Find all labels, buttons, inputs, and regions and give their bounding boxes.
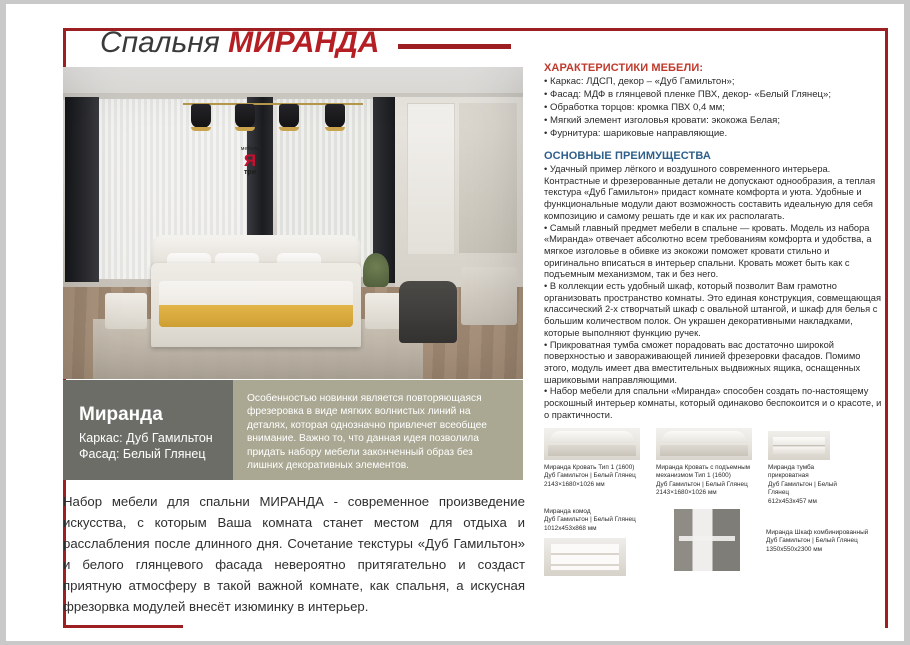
page-border-right (885, 28, 888, 628)
product-caption-dims: 2143×1680×1026 мм (544, 480, 605, 488)
product-caption-decor: Дуб Гамильтон | Белый Глянец (768, 480, 837, 497)
spec-item: • Фурнитура: шариковые направляющие. (544, 128, 884, 140)
right-column (544, 62, 884, 422)
spec-item: • Фасад: МДФ в глянцевой пленке ПВХ, декор- «Белый Глянец»; (544, 89, 884, 101)
advantage-item: • Набор мебели для спальни «Миранда» способен создать по-настоящему роскошный интерьер комнаты, который одинаково беспокоится и о красоте, и о практичности. (544, 386, 884, 421)
product-caption (768, 464, 838, 506)
page-title-prefix: Спальня (100, 26, 229, 59)
product-caption-decor: Дуб Гамильтон | Белый Глянец (656, 480, 748, 488)
product-thumb-chest (544, 538, 626, 576)
product-caption (544, 508, 640, 533)
product-caption-decor: Дуб Гамильтон | Белый Глянец (544, 472, 636, 480)
product-caption-dims: 612x453x457 мм (768, 497, 817, 505)
lead-paragraph: Набор мебели для спальни МИРАНДА - современное произведение искусства, с которым Ваша комната станет местом для отдыха и расслабления после длинного дня. Сочетание текстуры «Дуб Гамильтон» и белого глянцевого фасада невероятно притягательно и создаст приятную атмосферу в такой важной комнате, как спальня, а искусная фрезорвка модулей внесёт изюминку в интерьер. (63, 494, 525, 614)
advantage-item: • Самый главный предмет мебели в спальне — кровать. Модель из набора «Миранда» отвечает абсолютно всем требованиям комфорта и удобства, а мягкое изголовье в обивке из экокожи поможет кровати стильно и оригинально вписаться в интерьер спальни. Кровать может быть как с подъемным механизмом, так и без него. (544, 223, 884, 282)
product-caption-name: Миранда тумба прикроватная (768, 464, 815, 480)
product-caption-decor: Дуб Гамильтон | Белый Глянец (544, 516, 636, 524)
product-label-bar (63, 380, 523, 480)
page-title (100, 26, 379, 60)
logo-line-3: три (243, 169, 256, 176)
product-caption-dims: 2143×1680×1026 мм (656, 489, 717, 497)
catalog-page (6, 4, 904, 641)
brand-logo (233, 147, 267, 179)
product-label-block (63, 380, 233, 480)
logo-line-2: Я (243, 151, 257, 170)
product-caption (766, 529, 882, 554)
product-thumb-bed-lift (656, 428, 752, 460)
specs-heading: ХАРАКТЕРИСТИКИ МЕБЕЛИ: (544, 62, 704, 74)
product-caption (656, 464, 752, 498)
page-title-brand: МИРАНДА (228, 26, 380, 59)
product-caption (544, 464, 640, 489)
logo-line-1: мебель (240, 146, 260, 152)
product-card-bed (544, 428, 640, 489)
product-thumb-wardrobe (674, 509, 740, 571)
advantages-heading: ОСНОВНЫЕ ПРЕИМУЩЕСТВА (544, 150, 711, 163)
product-caption-name: Миранда Кровать Тип 1 (1600) (544, 464, 635, 471)
spec-item: • Обработка торцов: кромка ПВХ 0,4 мм; (544, 102, 884, 114)
spec-item: • Мягкий элемент изголовья кровати: экокожа Белая; (544, 115, 884, 127)
advantage-item: • В коллекции есть удобный шкаф, который позволит Вам грамотно организовать пространство комнаты. Это единая конструкция, совмещающая классический 2-х створчатый шкаф с овальной штангой, и шкаф для белья с большим количеством полок. Он украшен декоративными накладками, которые выполняют функцию ручек. (544, 281, 884, 340)
product-thumb-bed (544, 428, 640, 460)
product-karkas: Каркас: Дуб Гамильтон (79, 431, 213, 445)
product-card-chest (544, 508, 640, 576)
product-caption-decor: Дуб Гамильтон | Белый Глянец (766, 537, 858, 545)
specs-list (544, 76, 884, 140)
advantage-item: • Удачный пример лёгкого и воздушного современного интерьера. Контрастные и фрезерованные детали не допускают однообразия, а теплая текстура «Дуб Гамильтон» придаст комнате комфорта и уюта. Удобные и функциональные модули дают возможность составить идеальную для себя композицию и самому решать где и как их располагать. (544, 164, 884, 223)
product-feature-note: Особенностью новинки является повторяющаяся фрезеровка в виде мягких волнистых линий на деталях, которая однозначно привлечет всеобщее внимание. Важно то, что данная идея позволила придать набору мебели законченный образ без лишних декоративных элементов. (233, 380, 523, 480)
title-rule (398, 44, 511, 49)
page-border-bottom (63, 625, 183, 628)
product-caption-dims: 1012x453x868 мм (544, 524, 597, 532)
product-card-nightstand (768, 431, 838, 506)
product-thumb-nightstand (768, 431, 830, 460)
product-fasad: Фасад: Белый Глянец (79, 447, 206, 461)
product-name: Миранда (79, 404, 163, 425)
product-caption-name: Миранда Кровать с подъемным механизмом Тип 1 (1600) (656, 464, 751, 480)
advantage-item: • Прикроватная тумба сможет порадовать вас достаточно широкой поверхностью и завораживающей линией фрезеровки фасадов. Помимо этого, модуль имеет два вместительных выдвижных ящика, оснащенных шариковыми направляющими. (544, 340, 884, 387)
product-card-bed-lift (656, 428, 752, 498)
spec-item: • Каркас: ЛДСП, декор – «Дуб Гамильтон»; (544, 76, 884, 88)
product-caption-name: Миранда комод (544, 508, 591, 515)
photo-vignette (63, 67, 523, 379)
bedroom-interior-photo (63, 67, 523, 379)
product-caption-dims: 1350x550x2300 мм (766, 545, 823, 553)
product-caption-name: Миранда Шкаф комбинированный (766, 529, 869, 536)
